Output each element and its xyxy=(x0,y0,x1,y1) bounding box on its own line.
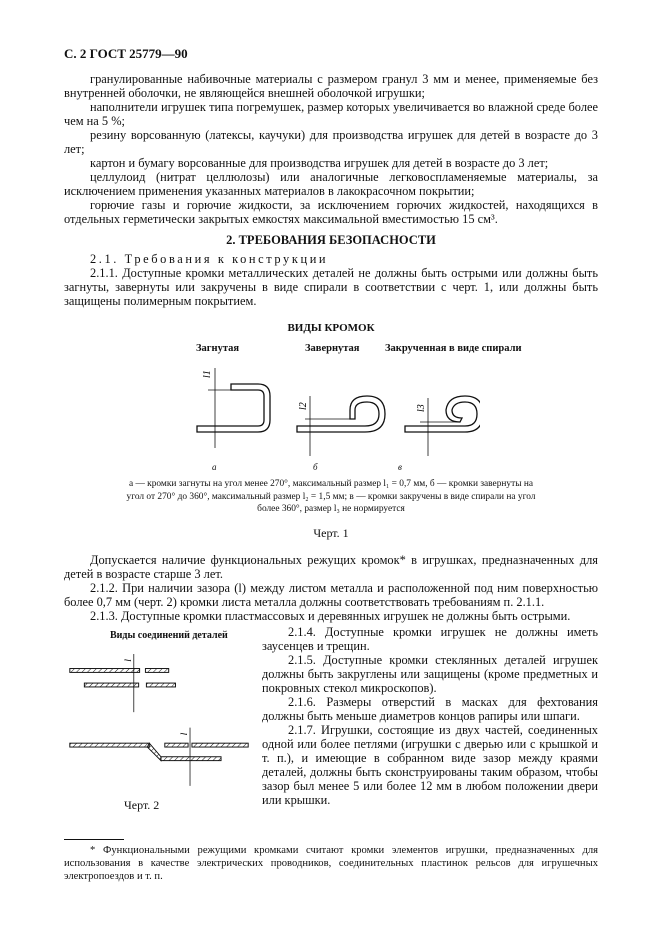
paragraph-2-1-7: 2.1.7. Игрушки, состоящие из двух частей, соединенных одной или более петлями (игрушки с дверью или с крышкой и т. п.), и имеющие в собранном виде зазор между краями деталей, должны быть сконструированы таким образом, чтобы зазор был менее 5 или более 12 мм в любом положении двери или крышки. xyxy=(262,722,598,807)
figure1-letter-b: б xyxy=(313,462,318,472)
spiral-edge-shape xyxy=(405,396,480,432)
list-item: целлулоид (нитрат целлюлозы) или аналогичные легковоспламеняемые материалы, за исключением применения указанных материалов в лакокрасочном покрытии; xyxy=(64,170,598,198)
intro-list xyxy=(64,72,598,226)
paragraph-2-1-4: 2.1.4. Доступные кромки игрушек не должны иметь заусенцев и трещин. xyxy=(262,624,598,653)
paragraph-2-1-6: 2.1.6. Размеры отверстий в масках для фехтования должны быть меньше диаметров концов рапиры или шпаги. xyxy=(262,694,598,723)
paragraph-2-1-3: 2.1.3. Доступные кромки пластмассовых и деревянных игрушек не должны быть острыми. xyxy=(90,608,571,623)
footnote-divider xyxy=(64,839,124,841)
paragraph-2-1-5: 2.1.5. Доступные кромки стеклянных деталей игрушек должны быть закруглены или защищены (кроме предметных и покровных стекол микроскопов). xyxy=(262,652,598,695)
paragraph-2-1-1: 2.1.1. Доступные кромки металлических деталей не должны быть острыми или должны быть загнуты, завернуты или закручены в виде спирали в соответствии с черт. 1, или должны быть защищены полимерным покрытием. xyxy=(64,266,598,308)
figure1-name: Черт. 1 xyxy=(313,525,349,540)
figure1-caption: а — кромки загнуты на угол менее 270°, максимальный размер l₁ = 0,7 мм, б — кромки завернуты на угол от 270° до 360°, максимальный размер l₂ = 1,5 мм; в — кромки закручены в виде спирали на угол более 360°, размер l₃ не нормируется xyxy=(126,479,536,514)
list-item: наполнители игрушек типа погремушек, размер которых увеличивается во влажной среде более чем на 5 %; xyxy=(64,100,598,128)
footnote: * Функциональными режущими кромками считают кромки элементов игрушки, предназначенных для использования в качестве электрических проводников, соединительных пластинок рельсов для игрушечных электропоездов и т. п. xyxy=(64,845,598,882)
list-item: резину ворсованную (латексы, каучуки) для производства игрушек для детей в возрасте до 3 лет; xyxy=(64,128,598,156)
figure1-label-spiral: Закрученная в виде спирали xyxy=(385,343,522,354)
dim-l-top: l xyxy=(122,658,134,662)
dim-l1: l1 xyxy=(202,370,213,378)
figure2 xyxy=(64,625,254,813)
right-column xyxy=(262,625,598,807)
figure2-drawing xyxy=(64,642,254,792)
two-column-section xyxy=(64,625,598,813)
figure2-name: Черт. 2 xyxy=(124,797,160,812)
figure1 xyxy=(64,340,598,476)
dim-l-bottom: l xyxy=(179,732,191,735)
list-item: картон и бумагу ворсованные для производства игрушек для детей в возрасте до 3 лет; xyxy=(90,156,549,170)
dim-l2: l2 xyxy=(298,402,309,410)
list-item: горючие газы и горючие жидкости, за исключением горючих жидкостей, находящихся в отдельных герметически закрытых емкостях максимальной вместимостью 15 см³. xyxy=(64,198,598,226)
figure1-letter-v: в xyxy=(398,462,402,472)
figure1-letter-a: а xyxy=(212,462,217,472)
figure2-title: Виды соединений деталей xyxy=(110,629,228,641)
figure1-label-bent: Загнутая xyxy=(196,343,240,354)
page-header: С. 2 ГОСТ 25779—90 xyxy=(64,46,188,61)
figure1-drawing xyxy=(180,352,480,460)
paragraph-allowed: Допускается наличие функциональных режущих кромок* в игрушках, предназначенных для детей в возрасте старше 3 лет. xyxy=(64,552,598,581)
paragraph-2-1-2: 2.1.2. При наличии зазора (l) между листом металла и расположенной под ним поверхностью более 0,7 мм (черт. 2) кромки листа металла должны соответствовать требованиям п. 2.1.1. xyxy=(64,580,598,609)
document-page xyxy=(64,0,598,883)
figure1-title: ВИДЫ КРОМОК xyxy=(287,322,375,334)
list-item: гранулированные набивочные материалы с размером гранул 3 мм и менее, применяемые без внутренней оболочки, не являющейся внешней оболочкой игрушки; xyxy=(64,72,598,100)
figure1-label-folded: Завернутая xyxy=(305,343,360,354)
section-title: 2. ТРЕБОВАНИЯ БЕЗОПАСНОСТИ xyxy=(226,233,436,247)
dim-l3: l3 xyxy=(416,404,427,412)
bent-edge-shape xyxy=(197,384,270,432)
subsection-title: 2.1. Требования к конструкции xyxy=(90,252,329,266)
